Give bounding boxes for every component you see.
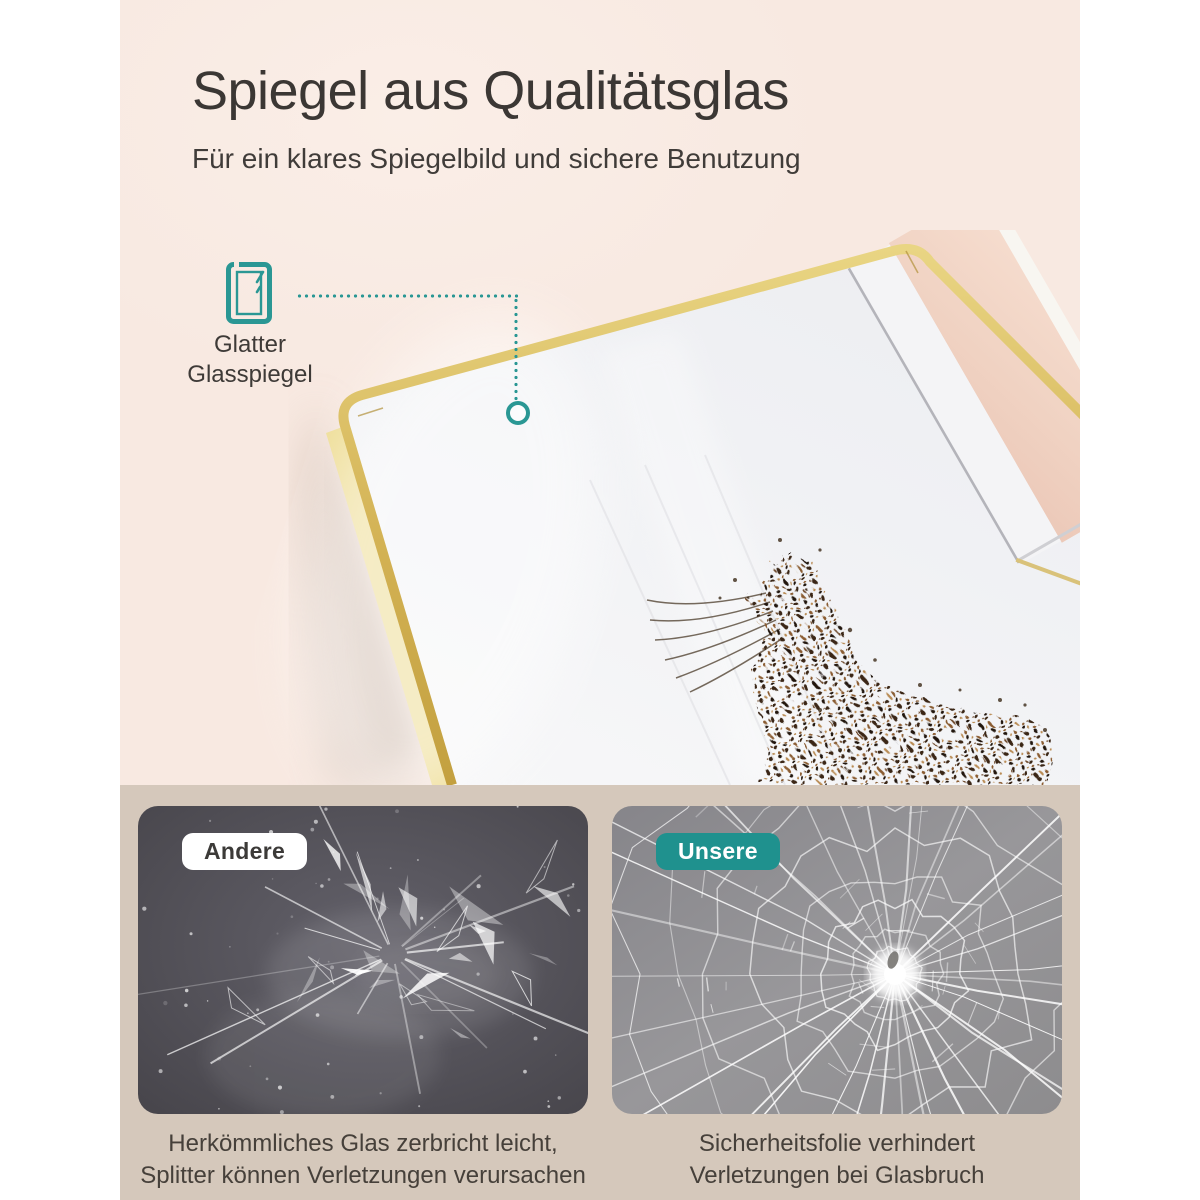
caption-left <box>123 1128 603 1192</box>
callout-ring <box>506 401 530 425</box>
caption-right-line1: Sicherheitsfolie verhindert <box>698 1130 976 1157</box>
header <box>192 62 1012 175</box>
badge-unsere: Unsere <box>656 833 780 870</box>
content-panel <box>120 0 1080 1200</box>
dotted-connector-vertical <box>514 297 518 401</box>
caption-right-line2: Verletzungen bei Glasbruch <box>689 1162 985 1189</box>
page-subtitle: Für ein klares Spiegelbild und sichere Benutzung <box>192 143 801 175</box>
page-title: Spiegel aus Qualitätsglas <box>192 61 789 121</box>
callout-label-line1: Glatter <box>213 331 287 358</box>
comparison-card-left <box>138 806 588 1114</box>
mirror-frame <box>243 230 1080 785</box>
comparison-section <box>120 785 1080 1200</box>
badge-andere: Andere <box>182 833 307 870</box>
caption-left-line1: Herkömmliches Glas zerbricht leicht, <box>168 1130 558 1157</box>
comparison-card-right <box>612 806 1062 1114</box>
caption-left-line2: Splitter können Verletzungen verursachen <box>140 1162 586 1189</box>
callout-label-line2: Glasspiegel <box>187 361 313 388</box>
callout-label <box>160 330 340 390</box>
caption-right <box>597 1128 1077 1192</box>
mirror-icon <box>226 262 272 324</box>
dotted-connector-horizontal <box>296 294 518 298</box>
